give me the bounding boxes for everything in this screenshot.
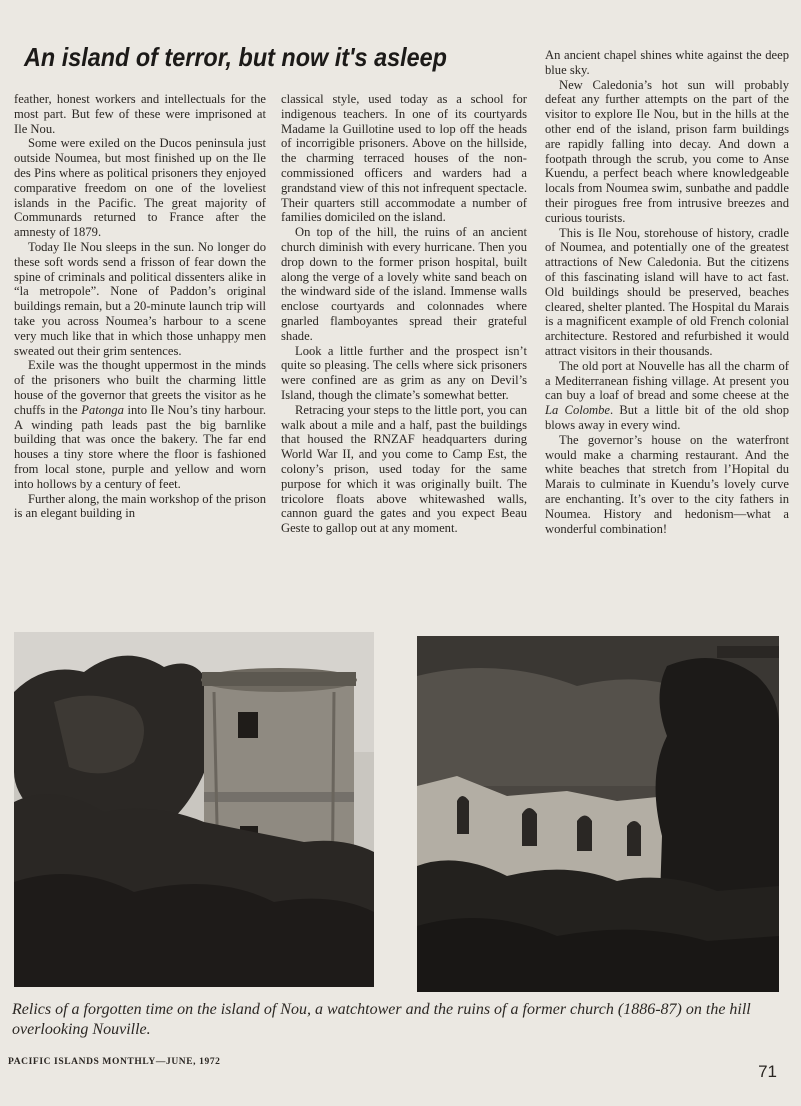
paragraph: Look a little further and the prospect isn’t quite so pleasing. The cells where sick prisoners were confined are as grim as any on Devil’s Island, though the climate’s somewhat better. [281, 343, 527, 402]
shop-name: La Colombe [545, 403, 611, 418]
publication-footer: PACIFIC ISLANDS MONTHLY—JUNE, 1972 [8, 1057, 221, 1067]
paragraph-text: into Ile Nou’s tiny harbour. A winding path leads past the big barnlike building that was once the bakery. The far end houses a tiny store where the floor is fashioned from local stone, purple and yellow and worn into hollows by a century of feet. [14, 402, 267, 491]
text-column-1 [14, 92, 266, 521]
article-title: An island of terror, but now it's asleep [24, 42, 447, 72]
paragraph: An ancient chapel shines white against the deep blue sky. [545, 48, 789, 77]
paragraph: Today Ile Nou sleeps in the sun. No longer do these soft words send a frisson of fear down the spine of criminals and political dissenters alike in “la metropole”. None of Paddon’s original buildings remain, but a 20-minute launch trip will take you across Noumea’s harbour to a scene very much like that in which those unhappy men sweated out their grim sentences. [14, 239, 266, 358]
paragraph-text: Exile was the thought uppermost in the minds of the prisoners who built the charming little house of the governor that greets the visitor as he chuffs in the [14, 358, 266, 417]
text-column-2 [281, 92, 527, 536]
paragraph [545, 359, 789, 433]
photo-caption: Relics of a forgotten time on the island of Nou, a watchtower and the ruins of a former church (1886-87) on the hill overlooking Nouville. [12, 1001, 751, 1038]
paragraph: feather, honest workers and intellectuals for the most part. But few of these were imprisoned at Ile Nou. [14, 92, 266, 136]
watchtower-image [14, 632, 374, 987]
paragraph: On top of the hill, the ruins of an ancient church diminish with every hurricane. Then you drop down to the former prison hospital, built along the verge of a lovely white sand beach on the windward side of the island. Immense walls enclose courtyards and colonnades where gnarled flamboyantes spread their grateful shade. [281, 225, 527, 343]
ship-name: Patonga [81, 402, 124, 417]
paragraph: Further along, the main workshop of the prison is an elegant building in [14, 491, 266, 521]
paragraph: The governor’s house on the waterfront would make a charming restaurant. And the white beaches that stretch from l’Hopital du Marais to culminate in Kuendu’s lovely curve are enchanting. It’s over to the city fathers in Noumea. History and hedonism—what a wonderful combination! [545, 432, 789, 536]
paragraph: classical style, used today as a school for indigenous teachers. In one of its courtyards Madame la Guillotine used to lop off the heads of incorrigible prisoners. Above on the hillside, the charming terraced houses of the non-commissioned officers and warders had a grandstand view of this not infrequent spectacle. Their quarters still accommodate a number of families domiciled on the island. [281, 92, 527, 225]
page-number: 71 [758, 1062, 777, 1081]
paragraph: Some were exiled on the Ducos peninsula just outside Noumea, but most finished up on the Ile des Pins where as political prisoners they enjoyed comparative freedom on one of the loveliest islands in the Pacific. The great majority of Communards returned to France after the amnesty of 1879. [14, 136, 266, 240]
church-ruins-image [417, 636, 779, 992]
paragraph: New Caledonia’s hot sun will probably defeat any further attempts on the part of the visitor to explore Ile Nou, but in the hills at the other end of the island, prison farm buildings are rapidly falling into decay. And down a footpath through the scrub, you come to Anse Kuendu, a perfect beach where knowledgeable locals from Noumea swim, sunbathe and paddle their pirogues free from intrusive breezes and curious tourists. [545, 77, 789, 225]
text-column-3 [545, 48, 789, 536]
paragraph-text: . But a little bit of the old shop blows away in every wind. [545, 403, 789, 432]
paragraph-text: The old port at Nouvelle has all the charm of a Mediterranean fishing village. At present you can buy a loaf of bread and some cheese at the [545, 358, 789, 403]
paragraph: Retracing your steps to the little port, you can walk about a mile and a half, past the buildings that housed the RNZAF headquarters during World War II, and you come to Camp Est, the colony’s prison, used today for the same purpose for which it was originally built. The tricolore floats above whitewashed walls, cannon guard the gates and you expect Beau Geste to gallop out at any moment. [281, 402, 527, 536]
paragraph [14, 358, 266, 491]
watchtower-photo [14, 632, 374, 987]
paragraph: This is Ile Nou, storehouse of history, cradle of Noumea, and potentially one of the greatest attractions of New Caledonia. But the citizens of this fascinating island will have to act fast. Old buildings should be preserved, beaches cleared, shelter planted. The Hospital du Marais is a magnificent example of old French colonial architecture. Restored and refurbished it would attract visitors in their thousands. [545, 225, 789, 358]
church-ruins-photo [417, 636, 779, 992]
